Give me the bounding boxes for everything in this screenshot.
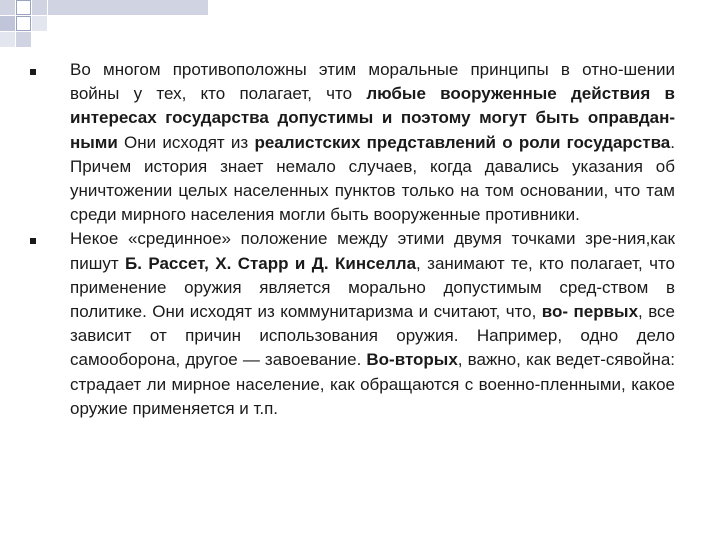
bullet-item — [30, 227, 675, 421]
bullet-item — [30, 58, 675, 227]
text-run: Некое «срединное» положение между этими двумя точками зре-ния,как пишут — [70, 229, 675, 273]
deco-square — [0, 16, 15, 31]
deco-square — [32, 0, 47, 15]
deco-square — [0, 32, 15, 47]
text-run: , все зависит от причин использования оружия. Например, одно дело самооборона, другое — завоевание. — [70, 302, 675, 370]
text-run: Они исходят из — [117, 132, 255, 152]
bold-text-run: реалистских представлений о роли государства — [254, 132, 671, 152]
bold-text-run: во- первых — [541, 302, 639, 322]
paragraph-text — [70, 58, 675, 227]
text-run: , занимают те, кто полагает, что применение оружия является морально допустимым сред-ством в политике. Они исходят из коммунитаризма и считают, что, — [70, 253, 675, 322]
deco-square — [0, 0, 15, 15]
deco-square — [16, 0, 31, 15]
bold-text-run: любые вооруженные действия в интересах государства допустимы и поэтому могут быть оправдан-ными — [70, 84, 675, 152]
paragraph-text — [70, 227, 675, 421]
deco-bar — [48, 0, 208, 15]
slide-content — [30, 58, 675, 421]
bold-text-run: Б. Рассет, Х. Старр и Д. Кинселла — [125, 253, 417, 273]
square-bullet-icon — [30, 238, 36, 244]
bold-text-run: Во-вторых — [366, 350, 458, 370]
deco-square — [32, 16, 47, 31]
decorative-square-grid — [0, 0, 210, 48]
deco-square — [16, 32, 31, 47]
square-bullet-icon — [30, 69, 36, 75]
deco-square — [16, 16, 31, 31]
text-run: Во многом противоположны этим моральные принципы в отно-шении войны у тех, кто полагает, что — [70, 60, 675, 104]
text-run: , важно, как ведет-сявойна: страдает ли мирное население, как обращаются с военно-пленными, какое оружие применяется и т.п. — [70, 350, 675, 418]
text-run: . Причем история знает немало случаев, когда давались указания об уничтожении целых населенных пунктов только на том основании, что там среди мирного населения могли быть вооруженные противники. — [70, 132, 675, 225]
